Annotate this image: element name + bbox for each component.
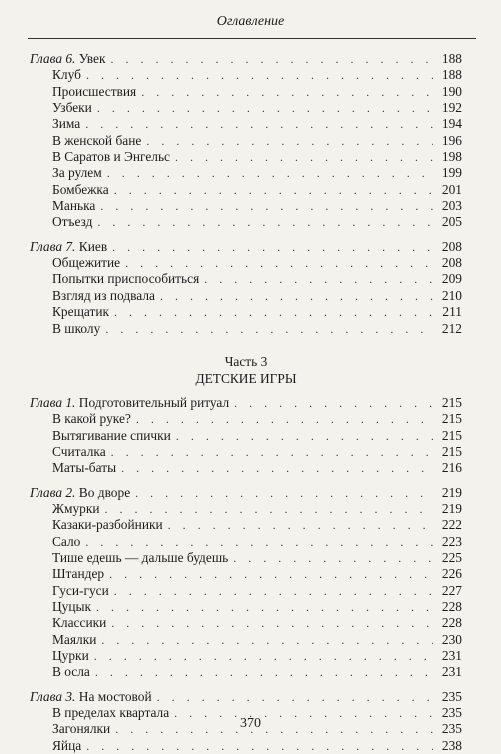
toc-page-number: 227 (441, 582, 462, 598)
toc-page-number: 199 (441, 165, 462, 181)
dot-leader (136, 411, 433, 427)
toc-page-number: 208 (441, 238, 462, 254)
toc-entry-title: Общежитие (52, 255, 121, 271)
dot-leader (85, 534, 433, 550)
toc-page-number: 201 (441, 181, 462, 197)
toc-entry-title: В женской бане (52, 132, 142, 148)
toc-entry-title: Штандер (52, 566, 105, 582)
chapter-name: Увек (78, 51, 106, 66)
toc-page-number: 212 (441, 320, 462, 336)
chapter-name: Киев (78, 238, 108, 254)
dot-leader (176, 428, 433, 444)
spacer (30, 231, 462, 239)
toc-entry-title: Взгляд из подвала (52, 287, 155, 303)
toc-entry-title: Яйца (52, 737, 82, 753)
toc-page-number: 219 (441, 500, 462, 516)
toc-entry-title: Крещатик (52, 304, 110, 320)
toc-page-number: 228 (441, 598, 462, 614)
toc-page-number: 209 (441, 271, 462, 287)
toc-entry-title: За рулем (52, 165, 102, 181)
toc-page-number: 222 (441, 517, 462, 533)
dot-leader (121, 460, 433, 476)
toc-page-number: 192 (441, 100, 462, 116)
toc-page-number: 215 (441, 411, 462, 427)
toc-entry-row[interactable] (30, 615, 462, 631)
toc-page-number: 230 (441, 631, 462, 647)
dot-leader (175, 149, 433, 165)
table-of-contents (30, 51, 462, 754)
toc-page-number: 215 (441, 394, 462, 410)
dot-leader (146, 133, 433, 149)
chapter-label: Глава 3. (30, 688, 76, 704)
toc-entry-row[interactable] (30, 67, 462, 83)
toc-chapter-title (30, 51, 105, 67)
toc-page-number: 194 (441, 116, 462, 132)
toc-entry-title: Маты-баты (52, 460, 117, 476)
toc-chapter-row[interactable] (30, 485, 462, 501)
toc-entry-row[interactable] (30, 632, 462, 648)
toc-entry-title: Клуб (52, 67, 81, 83)
toc-page-number: 235 (441, 688, 462, 704)
toc-page-number: 188 (441, 67, 462, 83)
toc-entry-title: В пределах квартала (52, 705, 170, 721)
toc-entry-title: Сало (52, 533, 81, 549)
chapter-label: Глава 6. (30, 51, 76, 66)
toc-entry-row[interactable] (30, 599, 462, 615)
toc-entry-row[interactable] (30, 116, 462, 132)
toc-entry-title: Зима (52, 116, 81, 132)
dot-leader (85, 116, 433, 132)
toc-entry-row[interactable] (30, 738, 462, 754)
dot-leader (157, 689, 433, 705)
dot-leader (112, 239, 433, 255)
toc-entry-title: Узбеки (52, 100, 92, 116)
toc-page-number: 228 (441, 615, 462, 631)
toc-entry-title: Вытягивание спички (52, 427, 171, 443)
toc-page-number: 205 (441, 214, 462, 230)
toc-entry-row[interactable] (30, 133, 462, 149)
dot-leader (100, 198, 433, 214)
toc-entry-row[interactable] (30, 664, 462, 680)
toc-entry-title: Бомбежка (52, 181, 109, 197)
spacer (30, 681, 462, 689)
toc-chapter-title (30, 689, 152, 705)
toc-entry-row[interactable] (30, 428, 462, 444)
dot-leader (97, 214, 433, 230)
toc-entry-row[interactable] (30, 198, 462, 214)
dot-leader (160, 288, 433, 304)
toc-entry-row[interactable] (30, 411, 462, 427)
part-title: ДЕТСКИЕ ИГРЫ (195, 370, 297, 386)
dot-leader (114, 583, 433, 599)
header-rule (28, 38, 476, 39)
toc-entry-title: Тише едешь — дальше будешь (52, 549, 229, 565)
chapter-label: Глава 7. (30, 238, 76, 254)
toc-page-number: 235 (441, 721, 462, 737)
toc-entry-title: Цурки (52, 648, 89, 663)
dot-leader (105, 321, 433, 337)
toc-entry-title: Маялки (52, 631, 97, 647)
toc-chapter-title (30, 485, 130, 501)
toc-page-number: 231 (441, 664, 462, 680)
toc-entry-title: Отъезд (52, 214, 93, 230)
toc-page-number: 219 (441, 484, 462, 500)
toc-page-number: 210 (441, 287, 462, 303)
toc-page-number: 196 (441, 132, 462, 148)
toc-chapter-row[interactable] (30, 395, 462, 411)
toc-entry-row[interactable] (30, 255, 462, 271)
toc-entry-row[interactable] (30, 214, 462, 230)
toc-entry-row[interactable] (30, 149, 462, 165)
toc-entry-title: В школу (52, 320, 101, 336)
toc-chapter-row[interactable] (30, 239, 462, 255)
dot-leader (111, 444, 433, 460)
toc-entry-row[interactable] (30, 550, 462, 566)
toc-entry-title: Цуцык (52, 598, 92, 614)
toc-chapter-title (30, 239, 107, 255)
toc-chapter-row[interactable] (30, 689, 462, 705)
dot-leader (97, 100, 433, 116)
toc-entry-row[interactable] (30, 304, 462, 320)
toc-entry-title: Загонялки (52, 721, 111, 737)
dot-leader (96, 599, 433, 615)
chapter-label: Глава 2. (30, 484, 76, 500)
toc-page-number: 198 (441, 149, 462, 165)
dot-leader (95, 664, 433, 680)
dot-leader (141, 84, 433, 100)
toc-entry-title: Считалка (52, 443, 106, 459)
dot-leader (234, 395, 433, 411)
chapter-name: Во дворе (78, 484, 131, 500)
toc-entry-row[interactable] (30, 517, 462, 533)
dot-leader (107, 165, 433, 181)
chapter-label: Глава 1. (30, 394, 76, 410)
dot-leader (86, 67, 433, 83)
toc-page-number: 216 (441, 460, 462, 476)
toc-page-number: 208 (441, 255, 462, 271)
toc-page-number: 215 (441, 427, 462, 443)
dot-leader (168, 517, 433, 533)
toc-entry-row[interactable] (30, 271, 462, 287)
toc-entry-row[interactable] (30, 460, 462, 476)
dot-leader (86, 738, 433, 754)
toc-entry-row[interactable] (30, 534, 462, 550)
toc-entry-title: Классики (52, 615, 107, 631)
toc-page-number: 223 (441, 533, 462, 549)
toc-entry-row[interactable] (30, 288, 462, 304)
dot-leader (109, 566, 433, 582)
toc-page-number: 190 (441, 83, 462, 99)
toc-entry-title: Жмурки (52, 500, 100, 516)
dot-leader (111, 615, 433, 631)
toc-entry-title: Казаки-разбойники (52, 517, 163, 533)
toc-chapter-row[interactable] (30, 51, 462, 67)
toc-page-number: 235 (441, 705, 462, 721)
toc-entry-title: Манька (52, 198, 96, 214)
toc-entry-row[interactable] (30, 182, 462, 198)
toc-entry-row[interactable] (30, 648, 462, 664)
dot-leader (94, 648, 433, 664)
toc-page-number: 226 (441, 566, 462, 582)
toc-page-number: 203 (441, 198, 462, 214)
toc-page-number: 238 (441, 737, 462, 753)
toc-entry-title: В Саратов и Энгельс (52, 149, 170, 165)
chapter-name: Подготовительный ритуал (78, 394, 230, 410)
spacer (30, 477, 462, 485)
dot-leader (233, 550, 433, 566)
toc-entry-title: В какой руке? (52, 411, 131, 427)
part-number: Часть 3 (224, 353, 268, 369)
toc-entry-row[interactable] (30, 100, 462, 116)
toc-entry-row[interactable] (30, 501, 462, 517)
page-number: 370 (240, 716, 261, 731)
dot-leader (105, 501, 433, 517)
toc-page-number: 231 (441, 648, 462, 663)
toc-entry-row[interactable] (30, 321, 462, 337)
dot-leader (204, 271, 433, 287)
toc-entry-title: Попытки приспособиться (52, 271, 200, 287)
toc-entry-row[interactable] (30, 583, 462, 599)
dot-leader (101, 632, 433, 648)
chapter-name: На мостовой (78, 688, 152, 704)
toc-chapter-title (30, 395, 229, 411)
toc-entry-row[interactable] (30, 444, 462, 460)
toc-entry-title: Происшествия (52, 83, 137, 99)
toc-page-number: 188 (441, 51, 462, 66)
toc-entry-row[interactable] (30, 566, 462, 582)
dot-leader (135, 485, 433, 501)
toc-entry-title: В осла (52, 664, 90, 680)
dot-leader (114, 304, 433, 320)
toc-entry-row[interactable] (30, 165, 462, 181)
toc-entry-row[interactable] (30, 84, 462, 100)
dot-leader (125, 255, 433, 271)
dot-leader (110, 51, 433, 67)
dot-leader (114, 182, 433, 198)
toc-page-number: 215 (441, 443, 462, 459)
toc-page-number: 211 (442, 304, 462, 320)
running-header: Оглавление (216, 14, 285, 29)
toc-page-number: 225 (441, 549, 462, 565)
toc-entry-title: Гуси-гуси (52, 582, 109, 598)
